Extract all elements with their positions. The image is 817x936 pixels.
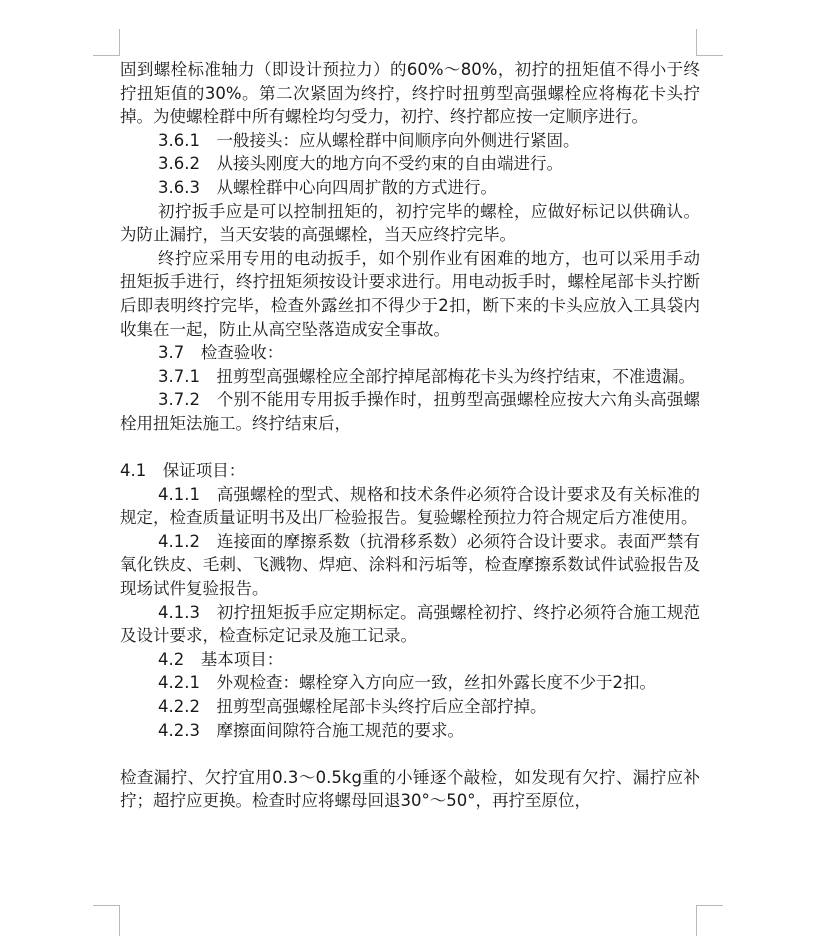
paragraph: 4.1.2 连接面的摩擦系数（抗滑移系数）必须符合设计要求。表面严禁有氧化铁皮、毛刺、飞溅物、焊疤、涂料和污垢等，检查摩擦系数试件试验报告及现场试件复验报告。: [120, 531, 700, 599]
paragraph: 3.7.1 扭剪型高强螺栓应全部拧掉尾部梅花卡头为终拧结束，不准遗漏。: [158, 366, 695, 386]
paragraph: 4.1 保证项目：: [120, 461, 246, 481]
margin-mark-bottom-left: [93, 905, 120, 936]
paragraph: 3.6.1 一般接头：应从螺栓群中间顺序向外侧进行紧固。: [158, 130, 580, 150]
margin-mark-bottom-right: [696, 905, 723, 936]
blank-line: [120, 436, 700, 460]
paragraph: 固到螺栓标准轴力（即设计预拉力）的60%～80%，初拧的扭矩值不得小于终拧扭矩值的30%。第二次紧固为终拧，终拧时扭剪型高强螺栓应将梅花卡头拧掉。为使螺栓群中所有螺栓均匀受力，初拧、终拧都应按一定顺序进行。: [120, 60, 700, 127]
paragraph: 4.2 基本项目：: [158, 649, 284, 669]
paragraph: 检查漏拧、欠拧宜用0.3～0.5kg重的小锤逐个敲检，如发现有欠拧、漏拧应补拧；超拧应更换。检查时应将螺母回退30°～50°，再拧至原位，: [120, 767, 700, 811]
margin-mark-top-right: [696, 29, 723, 56]
paragraph: 3.7.2 个别不能用专用扳手操作时，扭剪型高强螺栓应按大六角头高强螺栓用扭矩法施工。终拧结束后，: [120, 390, 700, 433]
paragraph: 4.2.3 摩擦面间隙符合施工规范的要求。: [158, 720, 464, 740]
paragraph: 终拧应采用专用的电动扳手，如个别作业有困难的地方，也可以采用手动扭矩扳手进行，终拧扭矩须按设计要求进行。用电动扳手时，螺栓尾部卡头拧断后即表明终拧完毕，检查外露丝扣不得少于2扣，断下来的卡头应放入工具袋内收集在一起，防止从高空坠落造成安全事故。: [120, 248, 700, 339]
document-body: [120, 58, 700, 813]
blank-line: [120, 742, 700, 766]
paragraph: 初拧扳手应是可以控制扭矩的，初拧完毕的螺栓，应做好标记以供确认。为防止漏拧，当天安装的高强螺栓，当天应终拧完毕。: [120, 201, 700, 245]
margin-mark-top-left: [93, 29, 120, 56]
paragraph: 3.7 检查验收：: [158, 343, 284, 363]
paragraph: 4.1.1 高强螺栓的型式、规格和技术条件必须符合设计要求及有关标准的规定，检查质量证明书及出厂检验报告。复验螺栓预拉力符合规定后方准使用。: [120, 484, 700, 528]
paragraph: 4.2.1 外观检查：螺栓穿入方向应一致，丝扣外露长度不少于2扣。: [158, 673, 656, 693]
paragraph: 3.6.3 从螺栓群中心向四周扩散的方式进行。: [158, 177, 497, 197]
paragraph: 4.2.2 扭剪型高强螺栓尾部卡头终拧后应全部拧掉。: [158, 697, 547, 717]
paragraph: 3.6.2 从接头刚度大的地方向不受约束的自由端进行。: [158, 154, 563, 174]
paragraph: 4.1.3 初拧扭矩扳手应定期标定。高强螺栓初拧、终拧必须符合施工规范及设计要求，检查标定记录及施工记录。: [120, 602, 700, 646]
